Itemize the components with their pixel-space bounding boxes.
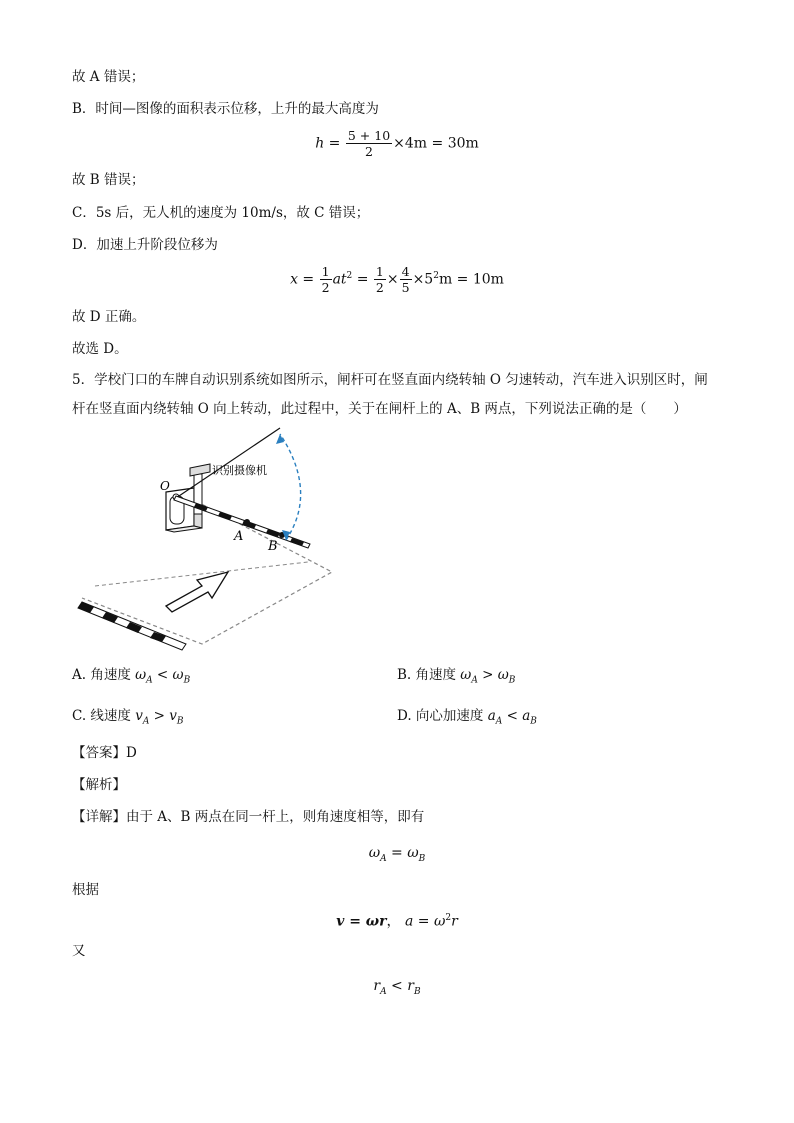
answer-value: D (126, 745, 137, 761)
text-line: 故 B 错误； (72, 172, 145, 188)
question-text: 5．学校门口的车牌自动识别系统如图所示，闸杆可在竖直面内绕转轴 O 匀速转动，汽车进入识别区时，闸 (72, 372, 708, 388)
point-a (244, 519, 250, 525)
gate-arm-raised (176, 428, 280, 498)
equation-displacement: x = $\frac{1}{2}$ $at^2$ = $\frac{1}{2}$ × $\frac{4}{5}$ $\times 5^2m = 10m$ (290, 264, 504, 295)
equation-velocity: v = ωr， $a = \omega^2r$ (336, 913, 458, 930)
analysis-tag: 【解析】 (72, 777, 126, 793)
option-d[interactable]: D. 向心加速度 $a_A < a_B$ (397, 708, 537, 727)
barrier-figure (70, 422, 360, 654)
answer-tag: 【答案】 (72, 745, 126, 761)
text-line: B．时间—图像的面积表示位移，上升的最大高度为 (72, 101, 379, 117)
text-line: C．5s 后，无人机的速度为 10m/s，故 C 错误； (72, 205, 370, 221)
text-line: 故 A 错误； (72, 69, 145, 85)
equation-omega: $\omega_A = \omega_B$ (368, 845, 426, 864)
equation-radius: $r_A < r_B$ (373, 978, 421, 997)
direction-arrow-icon (166, 572, 228, 612)
equation-height: h = $\frac{5 + 10}{2}$ ×4m = 30m (315, 128, 479, 159)
label-b: B (268, 539, 278, 554)
text-line: 又 (72, 943, 86, 959)
answer-line (72, 743, 137, 763)
text-line: D．加速上升阶段位移为 (72, 237, 218, 253)
label-a: A (234, 529, 244, 544)
rotation-arc (280, 434, 301, 540)
text-line: 故 D 正确。 (72, 309, 146, 325)
option-c[interactable]: C. 线速度 $v_A > v_B$ (72, 708, 184, 727)
text-line: 根据 (72, 882, 99, 898)
camera-label: 识别摄像机 (212, 464, 267, 477)
option-b[interactable]: B. 角速度 $\omega_A > \omega_B$ (397, 667, 516, 686)
detail-line: 【详解】由于 A、B 两点在同一杆上，则角速度相等，即有 (72, 809, 425, 825)
text-line: 故选 D。 (72, 341, 128, 357)
option-a[interactable]: A. 角速度 $\omega_A < \omega_B$ (72, 667, 191, 686)
question-text: 杆在竖直面内绕转轴 O 向上转动，此过程中，关于在闸杆上的 A、B 两点，下列说法正确的是（ ） (72, 401, 687, 417)
label-o: O (160, 479, 170, 493)
